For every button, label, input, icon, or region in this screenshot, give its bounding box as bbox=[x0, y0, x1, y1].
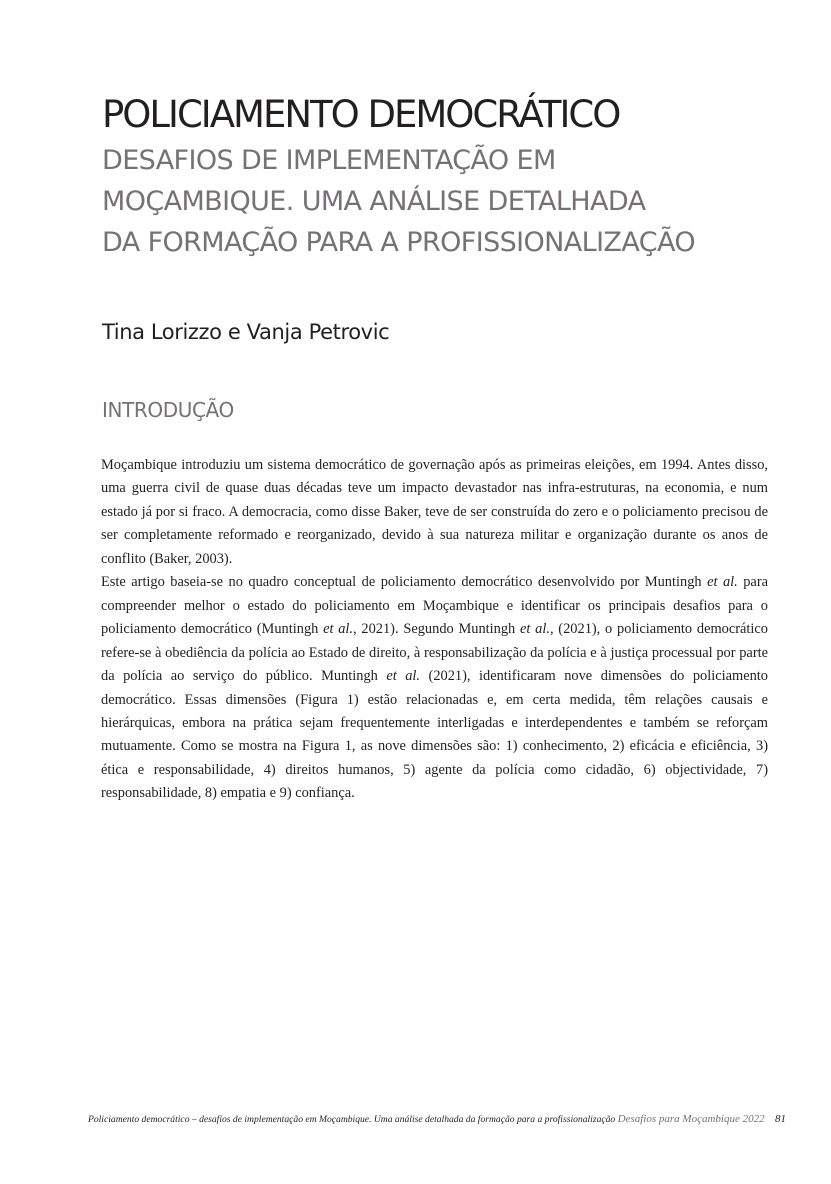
paragraph-1: Moçambique introduziu um sistema democrático de governação após as primeiras eleições, em 1994. Antes disso, uma guerra civil de quase duas décadas teve um impacto devastador nas infra-estruturas, na economia, e num estado já por si fraco. A democracia, como disse Baker, teve de ser construída do zero e o policiamento precisou de ser completamente reformado e reorganizado, devido à sua natureza militar e organização durante os anos de conflito (Baker, 2003). bbox=[101, 457, 768, 567]
paragraph-2-text-3: , 2021). Segundo Muntingh bbox=[353, 621, 520, 638]
paragraph-2-text-5: (2021), identificaram nove dimensões do policiamento democrático. Essas dimensões (Figura 1) estão relacionadas e, em certa medida, têm relações causais e hierárquicas, embora na prática sejam frequentemente interligadas e interdependentes e também se reforçam mutuamente. Como se mostra na Figura 1, as nove dimensões são: 1) conhecimento, 2) eficácia e eficiência, 3) ética e responsabilidade, 4) direitos humanos, 5) agente da polícia como cidadão, 6) objectividade, 7) responsabilidade, 8) empatia e 9) confiança. bbox=[101, 668, 768, 802]
footer-running-title: Policiamento democrático – desafios de implementação em Moçambique. Uma análise detalhada da formação para a profissionalização bbox=[87, 1114, 616, 1125]
paragraph-2 bbox=[101, 571, 768, 806]
section-heading: INTRODUÇÃO bbox=[102, 398, 234, 422]
et-al-4: et al. bbox=[386, 668, 421, 685]
page-number: 81 bbox=[775, 1113, 786, 1125]
et-al-1: et al. bbox=[707, 574, 738, 591]
paragraph-2-text-1: Este artigo baseia-se no quadro conceptual de policiamento democrático desenvolvido por Muntingh bbox=[101, 574, 708, 591]
article-title: POLICIAMENTO DEMOCRÁTICO bbox=[102, 93, 620, 136]
subtitle-line-1: DESAFIOS DE IMPLEMENTAÇÃO EM bbox=[102, 145, 556, 176]
page-footer bbox=[46, 1112, 786, 1127]
authors: Tina Lorizzo e Vanja Petrovic bbox=[102, 320, 390, 344]
body-text bbox=[101, 454, 768, 806]
et-al-2: et al. bbox=[323, 621, 354, 638]
subtitle-line-3: DA FORMAÇÃO PARA A PROFISSIONALIZAÇÃO bbox=[102, 227, 696, 258]
paragraph-2-text-4: , (2021), o policiamento democrático refere-se à obediência da polícia ao Estado de direito, à responsabilização da polícia e à justiça processual por parte da polícia ao serviço do público. Muntingh bbox=[101, 621, 769, 685]
et-al-3: et al. bbox=[520, 621, 550, 638]
article-subtitle bbox=[102, 140, 802, 263]
paragraph-2-text-2: para compreender melhor o estado do policiamento em Moçambique e identificar os principais desafios para o policiamento democrático (Muntingh bbox=[101, 574, 768, 638]
subtitle-line-2: MOÇAMBIQUE. UMA ANÁLISE DETALHADA bbox=[102, 186, 646, 217]
footer-publication: Desafios para Moçambique 2022 bbox=[617, 1113, 765, 1125]
